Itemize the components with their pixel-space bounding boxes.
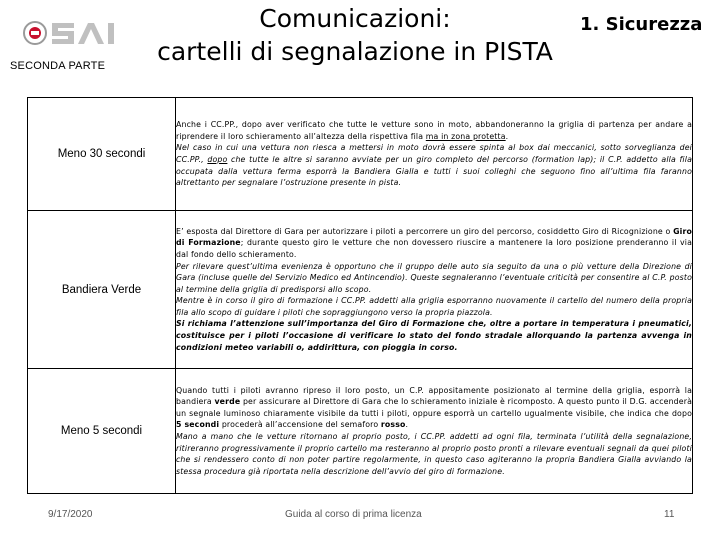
row-label: Meno 30 secondi: [28, 98, 176, 211]
footer-page-number: 11: [664, 509, 675, 520]
table-row: [28, 211, 693, 369]
row-description: [176, 369, 693, 494]
paragraph: Si richiama l’attenzione sull’importanza del Giro di Formazione che, oltre a portare in temperatura i pneumatici, costituisce per i piloti l’occasione di verificare lo stato del fondo stradale allorquando la partenza avvenga in condizioni meteo variabili o, addirittura, con pioggia in corso.: [176, 319, 692, 352]
section-badge: 1. Sicurezza: [580, 14, 703, 35]
paragraph: Mentre è in corso il giro di formazione i CC.PP. addetti alla griglia esporranno nuovamente il cartello del numero della propria fila allo scopo di guidare i piloti che sopraggiungono verso la propria piazzola.: [176, 296, 692, 317]
paragraph: Quando tutti i piloti avranno ripreso il loro posto, un C.P. appositamente posizionato al termine della griglia, esporrà la bandiera verde per assicurare al Direttore di Gara che lo schieramento iniziale è ricomposto. A questo punto il D.G. accenderà un segnale luminoso chiaramente visibile da tutti i piloti, oppure esporrà un cartello ugualmente visibile, che indica che dopo 5 secondi procederà all’accensione del semaforo rosso.: [176, 385, 692, 430]
paragraph: Anche i CC.PP., dopo aver verificato che tutte le vetture sono in moto, abbandoneranno la griglia di partenza per andare a riprendere il loro schieramento all’altezza della rispettiva fila ma in zona protetta.: [176, 120, 692, 141]
section-label: SECONDA PARTE: [10, 60, 106, 72]
title-line-1: Comunicazioni:: [259, 4, 451, 33]
row-description: [176, 211, 693, 369]
paragraph: E’ esposta dal Direttore di Gara per autorizzare i piloti a percorrere un giro del percorso, cosiddetto Giro di Ricognizione o Giro di Formazione; durante questo giro le vetture che non dovessero riuscire a mantenere la loro posizione prenderanno il via dal fondo dello schieramento.: [176, 226, 692, 259]
footer-date: 9/17/2020: [48, 509, 93, 520]
paragraph: Mano a mano che le vetture ritornano al proprio posto, i CC.PP. addetti ad ogni fila, terminata l’utilità della segnalazione, ritireranno progressivamente il proprio cartello ma resteranno al proprio posto pronti a rilevare eventuali segnali da quei piloti che si rendessero conto di non poter partire regolarmente, in questo caso agiteranno la propria Bandiera Gialla avviando la stessa procedura già riportata nella descrizione dell’avvio del giro di formazione.: [176, 432, 692, 476]
paragraph: Nel caso in cui una vettura non riesca a mettersi in moto dovrà essere spinta al box dai meccanici, sotto sorveglianza dei CC.PP., dopo che tutte le altre si saranno avviate per un giro completo del percorso (formation lap); il C.P. addetto alla fila occupata dalla vettura ferma esporrà la Bandiera Gialla e tutti i suoi colleghi che seguono fino all’ultima fila faranno altrettanto per segnalare l’ostruzione presente in pista.: [176, 143, 692, 188]
page-title: [140, 2, 570, 68]
row-label: Bandiera Verde: [28, 211, 176, 369]
row-label: Meno 5 secondi: [28, 369, 176, 494]
row-description: [176, 98, 693, 211]
paragraph: Per rilevare quest’ultima evenienza è opportuno che il gruppo delle auto sia seguito da una o più vetture della Direzione di Gara (incluse quelle del Servizio Medico ed Antincendio). Queste segnaleranno l’eventuale criticità per consentire al C.P. posto al termine della griglia di predisporsi allo scopo.: [176, 261, 692, 294]
csai-logo: [22, 14, 128, 52]
footer-course: Guida al corso di prima licenza: [285, 509, 422, 520]
table-row: [28, 98, 693, 211]
title-line-2: cartelli di segnalazione in PISTA: [157, 37, 553, 66]
signals-table: [27, 97, 693, 494]
table-row: [28, 369, 693, 494]
